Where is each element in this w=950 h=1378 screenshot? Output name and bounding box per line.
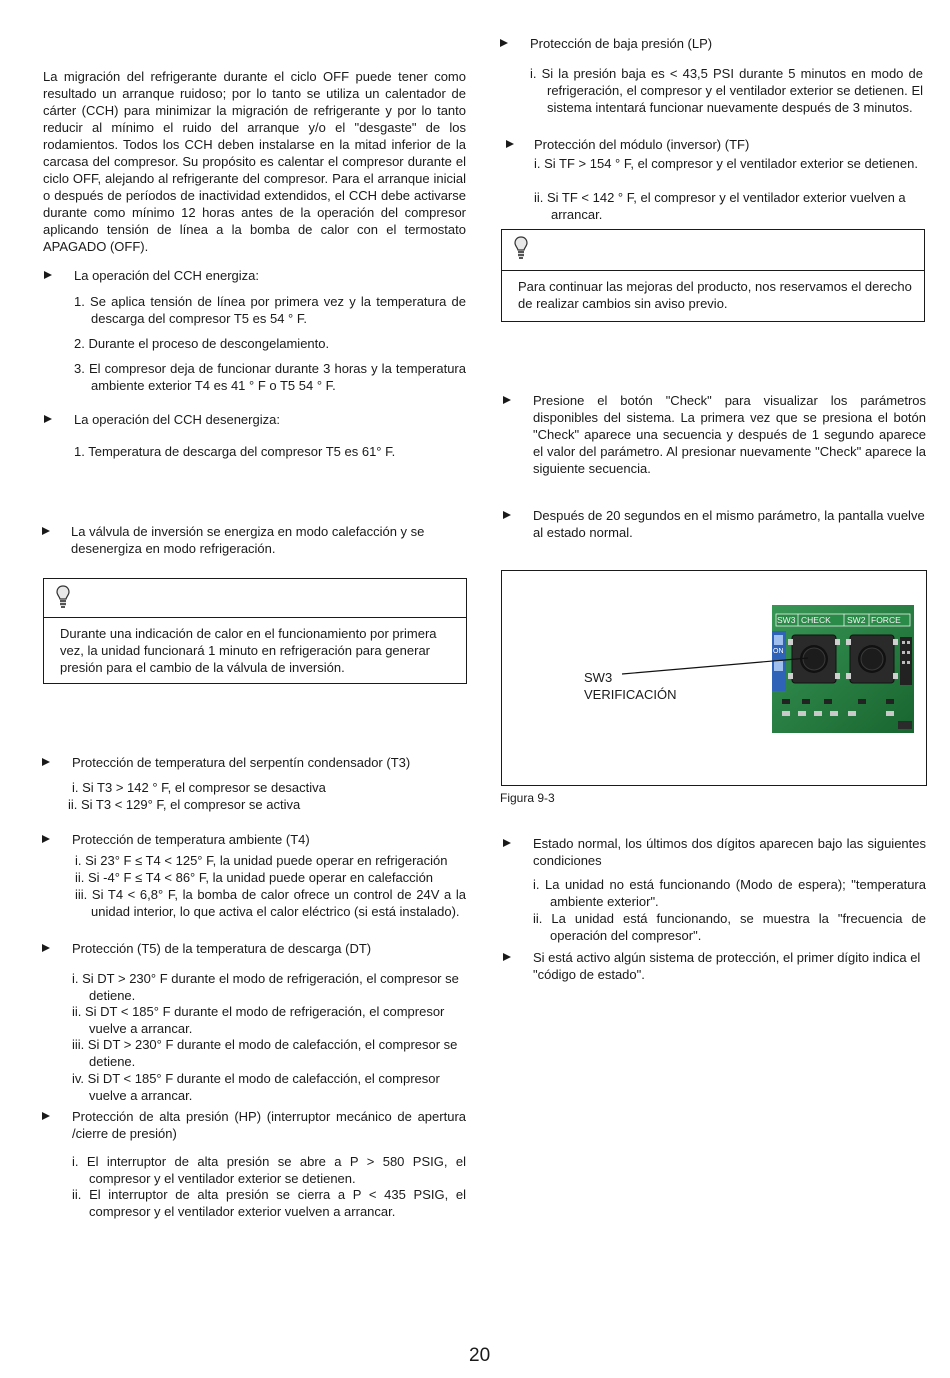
cch-off-item-1: 1. Temperatura de descarga del compresor T5 es 61° F. xyxy=(74,444,396,459)
hp-label: Protección de alta presión (HP) (interruptor mecánico de apertura /cierre de presión) xyxy=(72,1109,466,1141)
t3-label: Protección de temperatura del serpentín condensador (T3) xyxy=(72,755,411,770)
board-label-check: CHECK xyxy=(801,615,831,625)
lp-label: Protección de baja presión (LP) xyxy=(530,36,713,51)
figure-callout-verificacion: VERIFICACIÓN xyxy=(584,687,677,702)
t4-label: Protección de temperatura ambiente (T4) xyxy=(72,832,310,847)
bullet-arrow-icon xyxy=(42,1112,50,1120)
bullet-arrow-icon xyxy=(42,944,50,952)
note-header xyxy=(502,230,924,271)
t5-item-4: iv. Si DT < 185° F durante el modo de calefacción, el compresor vuelve a arrancar. xyxy=(72,1071,440,1103)
cch-on-item-3: 3. El compresor deja de funcionar durante 3 horas y la temperatura ambiente exterior T4 es 41 ° F o T5 54 ° F. xyxy=(74,361,466,393)
t3-item-2: ii. Si T3 < 129° F, el compresor se activa xyxy=(68,797,301,812)
tf-item-1: i. Si TF > 154 ° F, el compresor y el ventilador exterior se detienen. xyxy=(534,156,918,171)
board-label-force: FORCE xyxy=(871,615,901,625)
hp-item-1: i. El interruptor de alta presión se abre a P > 580 PSIG, el compresor y el ventilador exterior se detienen. xyxy=(72,1154,466,1186)
bullet-arrow-icon xyxy=(500,39,508,47)
bullet-arrow-icon xyxy=(503,511,511,519)
board-label-on: ON xyxy=(773,648,784,655)
note-box xyxy=(501,229,925,322)
note-box xyxy=(43,578,467,684)
timeout-text: Después de 20 segundos en el mismo parámetro, la pantalla vuelve al estado normal. xyxy=(533,508,925,540)
cch-on-item-2: 2. Durante el proceso de descongelamiento. xyxy=(74,336,330,351)
t5-label: Protección (T5) de la temperatura de descarga (DT) xyxy=(72,941,372,956)
cch-on-item-1: 1. Se aplica tensión de línea por primera vez y la temperatura de descarga del compresor T5 es 54 ° F. xyxy=(74,294,466,326)
lightbulb-icon xyxy=(514,236,528,260)
note-header xyxy=(44,579,466,618)
t4-item-2: ii. Si -4° F ≤ T4 < 86° F, la unidad puede operar en calefacción xyxy=(75,870,434,885)
bullet-arrow-icon xyxy=(44,271,52,279)
t5-item-3: iii. Si DT > 230° F durante el modo de calefacción, el compresor se detiene. xyxy=(72,1037,458,1069)
cch-off-label: La operación del CCH desenergiza: xyxy=(74,412,280,427)
bullet-arrow-icon xyxy=(503,839,511,847)
board-label-sw3: SW3 xyxy=(777,615,796,625)
bullet-arrow-icon xyxy=(42,835,50,843)
lp-item-1: i. Si la presión baja es < 43,5 PSI durante 5 minutos en modo de refrigeración, el compresor y el ventilador exterior se detienen. El sistema intentará funcionar nuevamente después de 3 minutos. xyxy=(530,66,923,115)
figure-callout-sw3: SW3 xyxy=(584,670,613,685)
hp-item-2: ii. El interruptor de alta presión se cierra a P < 435 PSIG, el compresor y el ventilador exterior vuelven a arrancar. xyxy=(72,1187,466,1219)
note-text: Durante una indicación de calor en el funcionamiento por primera vez, la unidad funcionará 1 minuto en refrigeración para generar presión para el cambio de la válvula de inversión. xyxy=(60,626,437,675)
reversing-valve-text: La válvula de inversión se energiza en modo calefacción y se desenergiza en modo refrigeración. xyxy=(71,524,425,556)
bullet-arrow-icon xyxy=(42,527,50,535)
t3-item-1: i. Si T3 > 142 ° F, el compresor se desactiva xyxy=(72,780,326,795)
figure-box xyxy=(501,570,927,786)
t4-item-1: i. Si 23° F ≤ T4 < 125° F, la unidad puede operar en refrigeración xyxy=(75,853,448,868)
t4-item-3: iii. Si T4 < 6,8° F, la bomba de calor ofrece un control de 24V a la unidad interior, lo que activa el calor eléctrico (si está instalado). xyxy=(75,887,466,919)
tf-label: Protección del módulo (inversor) (TF) xyxy=(534,137,750,152)
bullet-arrow-icon xyxy=(503,953,511,961)
circuit-board-photo xyxy=(502,571,928,787)
bullet-arrow-icon xyxy=(506,140,514,148)
t5-item-2: ii. Si DT < 185° F durante el modo de refrigeración, el compresor vuelve a arrancar. xyxy=(72,1004,445,1036)
intro-paragraph: La migración del refrigerante durante el ciclo OFF puede tener como resultado un arranque ruidoso; por lo tanto se utiliza un calentador de cárter (CCH) para minimizar la migración de refrigerante y por lo tanto reducir al mínimo el ruido del arranque y/o el "desgaste" de los rodamientos. Todos los CCH deben instalarse en la mitad inferior de la carcasa del compresor. Su propósito es calentar el compresor durante el ciclo OFF, alejando al refrigerante del compresor. Para el arranque inicial o después de períodos de inactividad extendidos, el CCH debe activarse durante como mínimo 12 horas antes de la operación del compresor aplicando tensión de línea a la bomba de calor con el termostato APAGADO (OFF). xyxy=(43,69,466,254)
note-text: Para continuar las mejoras del producto, nos reservamos el derecho de realizar cambios sin aviso previo. xyxy=(518,279,912,311)
tf-item-2: ii. Si TF < 142 ° F, el compresor y el ventilador exterior vuelven a arrancar. xyxy=(534,190,906,222)
figure-caption: Figura 9-3 xyxy=(500,791,555,805)
board-label-sw2: SW2 xyxy=(847,615,866,625)
bullet-arrow-icon xyxy=(503,396,511,404)
bullet-arrow-icon xyxy=(44,415,52,423)
normal-state-item-1: i. La unidad no está funcionando (Modo de espera); "temperatura ambiente exterior". xyxy=(533,877,926,909)
check-button-text: Presione el botón "Check" para visualizar los parámetros disponibles del sistema. La primera vez que se presiona el botón "Check" aparece una secuencia y después de 1 segundo aparece el valor del parámetro. Al presionar nuevamente "Check" aparece la siguiente secuencia. xyxy=(533,393,926,476)
status-code-text: Si está activo algún sistema de protección, el primer dígito indica el "código de estado". xyxy=(533,950,921,982)
bullet-arrow-icon xyxy=(42,758,50,766)
t5-item-1: i. Si DT > 230° F durante el modo de refrigeración, el compresor se detiene. xyxy=(72,971,459,1003)
normal-state-item-2: ii. La unidad está funcionando, se muestra la "frecuencia de operación del compresor". xyxy=(533,911,926,943)
lightbulb-icon xyxy=(56,585,70,609)
cch-on-label: La operación del CCH energiza: xyxy=(74,268,259,283)
page-number: 20 xyxy=(469,1345,491,1366)
normal-state-label: Estado normal, los últimos dos dígitos aparecen bajo las siguientes condiciones xyxy=(533,836,926,868)
